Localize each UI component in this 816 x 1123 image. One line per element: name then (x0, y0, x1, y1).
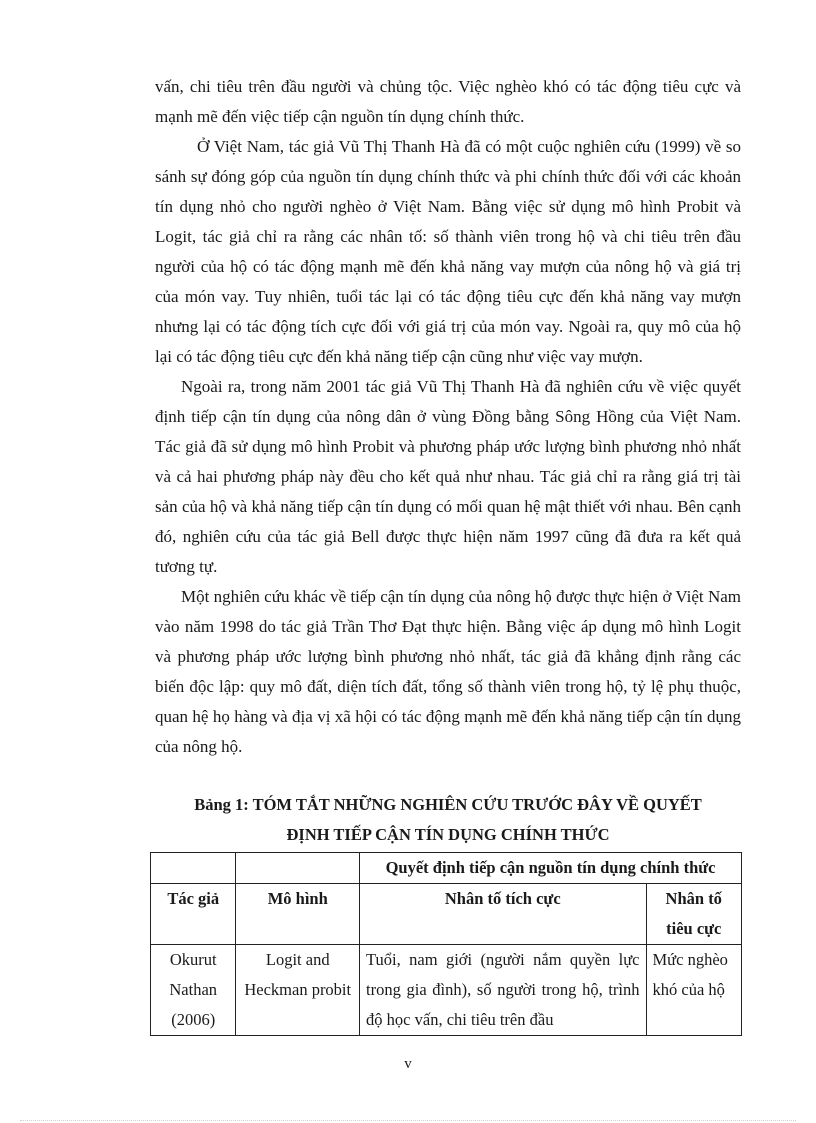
header-negative: Nhân tố tiêu cực (646, 884, 742, 945)
cell-negative: Mức nghèo khó của hộ (646, 945, 742, 1036)
table-caption-title-2: ĐỊNH TIẾP CẬN TÍN DỤNG CHÍNH THỨC (286, 825, 610, 844)
page-number: v (404, 1056, 412, 1072)
paragraph-3: Ngoài ra, trong năm 2001 tác giả Vũ Thị Thanh Hà đã nghiên cứu về việc quyết định tiếp cận tín dụng của nông dân ở vùng Đồng bằng Sông Hồng của Việt Nam. Tác giả đã sử dụng mô hình Probit và phương pháp ước lượng bình phương nhỏ nhất và cả hai phương pháp này đều cho kết quả như nhau. Tác giả chỉ ra rằng giá trị tài sản của hộ và khả năng tiếp cận tín dụng có mối quan hệ mật thiết với nhau. Bên cạnh đó, nghiên cứu của tác giả Bell được thực hiện năm 1997 cũng đã đưa ra kết quả tương tự. (155, 377, 741, 576)
table-caption-title-1: : TÓM TẮT NHỮNG NGHIÊN CỨU TRƯỚC ĐÂY VỀ QUYẾT (243, 795, 702, 814)
empty-header-cell (236, 853, 360, 884)
empty-header-cell (151, 853, 236, 884)
table-caption (155, 790, 741, 850)
table-group-header-row (151, 853, 742, 884)
paragraph-4: Một nghiên cứu khác về tiếp cận tín dụng của nông hộ được thực hiện ở Việt Nam vào năm 1998 do tác giả Trần Thơ Đạt thực hiện. Bằng việc áp dụng mô hình Logit và phương pháp ước lượng bình phương nhỏ nhất, tác giả đã khẳng định rằng các biến độc lập: quy mô đất, diện tích đất, tổng số thành viên trong hộ, tỷ lệ phụ thuộc, quan hệ họ hàng và địa vị xã hội có tác động mạnh mẽ đến khả năng tiếp cận tín dụng của nông hộ. (155, 587, 741, 756)
table-caption-label: Bảng 1 (194, 795, 244, 814)
group-header-cell: Quyết định tiếp cận nguồn tín dụng chính thức (360, 853, 742, 884)
cell-model: Logit and Heckman probit (236, 945, 360, 1036)
header-positive: Nhân tố tích cực (360, 884, 646, 945)
bottom-divider (20, 1120, 796, 1121)
body-text (155, 72, 741, 762)
cell-author: Okurut Nathan (2006) (151, 945, 236, 1036)
header-author: Tác giả (151, 884, 236, 945)
table-caption-line-1 (155, 790, 741, 820)
paragraph-1: vấn, chi tiêu trên đầu người và chủng tộc. Việc nghèo khó có tác động tiêu cực và mạnh mẽ đến việc tiếp cận nguồn tín dụng chính thức. (155, 77, 741, 126)
table-row (151, 945, 742, 1036)
paragraph-2: Ở Việt Nam, tác giả Vũ Thị Thanh Hà đã có một cuộc nghiên cứu (1999) về so sánh sự đóng góp của nguồn tín dụng chính thức và phi chính thức đối với các khoản tín dụng nhỏ cho người nghèo ở Việt Nam. Bằng việc sử dụng mô hình Probit và Logit, tác giả chỉ ra rằng các nhân tố: số thành viên trong hộ và chi tiêu trên đầu người của hộ có tác động mạnh mẽ đến khả năng vay mượn của nông hộ và giá trị của món vay. Tuy nhiên, tuổi tác lại có tác động tiêu cực đến khả năng vay mượn nhưng lại có tác động tích cực đối với giá trị của món vay. Ngoài ra, quy mô của hộ lại có tác động tiêu cực đến khả năng tiếp cận cũng như việc vay mượn. (155, 137, 741, 366)
table-header-row (151, 884, 742, 945)
header-model: Mô hình (236, 884, 360, 945)
cell-positive: Tuổi, nam giới (người nắm quyền lực trong gia đình), số người trong hộ, trình độ học vấn, chi tiêu trên đầu (360, 945, 646, 1036)
summary-table (150, 852, 742, 1036)
